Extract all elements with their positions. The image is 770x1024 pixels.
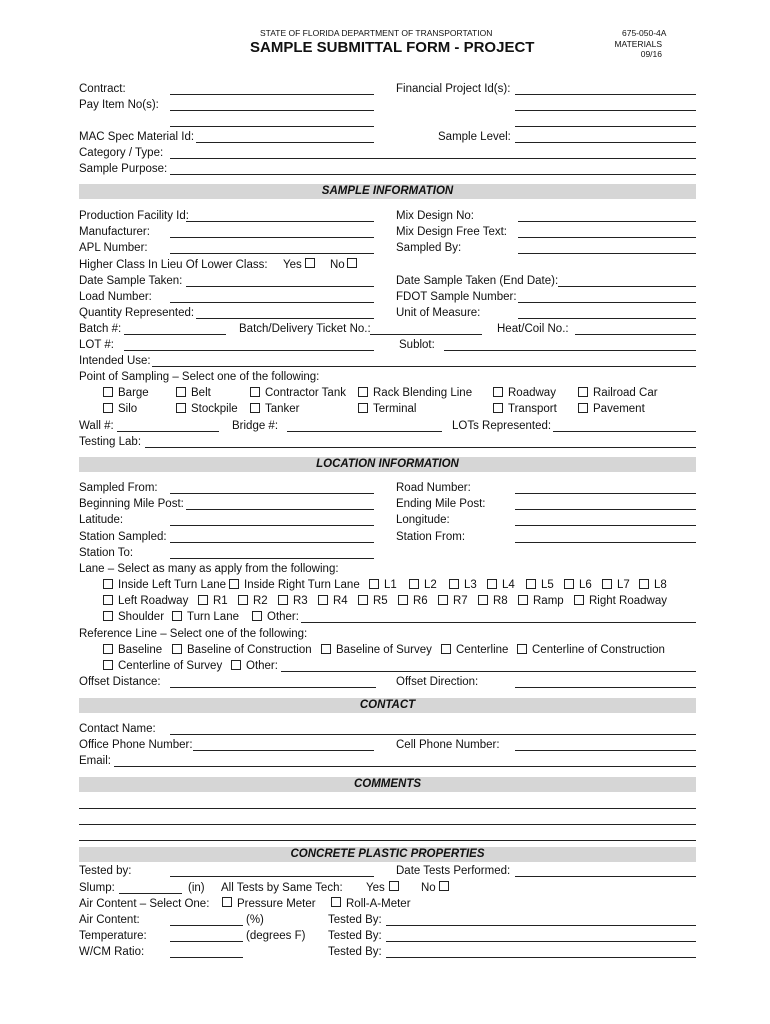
- lots-represented-label: LOTs Represented:: [452, 420, 552, 432]
- manufacturer-field[interactable]: [170, 225, 374, 238]
- mac-spec-field[interactable]: [196, 130, 374, 143]
- testing-lab-label: Testing Lab:: [79, 436, 142, 448]
- offset-distance-field[interactable]: [170, 675, 376, 688]
- wall-field[interactable]: [117, 419, 219, 432]
- location-information-header: LOCATION INFORMATION: [79, 457, 696, 472]
- form-date: 09/16: [640, 49, 662, 59]
- beginning-mile-field[interactable]: [186, 497, 374, 510]
- testing-lab-field[interactable]: [145, 435, 696, 448]
- r2-checkbox[interactable]: [238, 595, 248, 605]
- air-tested-by-label: Tested By:: [328, 914, 382, 926]
- higher-class-label: Higher Class In Lieu Of Lower Class:: [79, 259, 268, 271]
- station-sampled-field[interactable]: [170, 530, 374, 543]
- wcm-ratio-label: W/CM Ratio:: [79, 946, 145, 958]
- mix-design-free-field[interactable]: [518, 225, 696, 238]
- same-tech-no-label: No: [421, 882, 436, 894]
- sample-information-header: SAMPLE INFORMATION: [79, 184, 696, 199]
- date-tests-label: Date Tests Performed:: [396, 865, 511, 877]
- temperature-unit: (degrees F): [246, 930, 306, 942]
- comments-line-2[interactable]: [79, 812, 696, 825]
- transport-checkbox[interactable]: [493, 403, 503, 413]
- railroad-car-checkbox[interactable]: [578, 387, 588, 397]
- shoulder-checkbox[interactable]: [103, 611, 113, 621]
- l7-checkbox[interactable]: [602, 579, 612, 589]
- same-tech-label: All Tests by Same Tech:: [221, 882, 343, 894]
- l4-label: L4: [502, 579, 515, 591]
- temp-tested-by-label: Tested By:: [328, 930, 382, 942]
- category-label: Category / Type:: [79, 147, 164, 159]
- r1-checkbox[interactable]: [198, 595, 208, 605]
- contract-field[interactable]: [170, 82, 374, 95]
- temperature-field[interactable]: [170, 929, 243, 942]
- air-content-label: Air Content:: [79, 914, 140, 926]
- production-facility-field[interactable]: [186, 209, 374, 222]
- contact-name-label: Contact Name:: [79, 723, 156, 735]
- intended-use-field[interactable]: [152, 354, 696, 367]
- slump-unit: (in): [188, 882, 205, 894]
- purpose-label: Sample Purpose:: [79, 163, 168, 175]
- l8-label: L8: [654, 579, 667, 591]
- terminal-label: Terminal: [373, 403, 417, 415]
- form-title: SAMPLE SUBMITTAL FORM - PROJECT: [250, 39, 535, 56]
- latitude-label: Latitude:: [79, 514, 124, 526]
- apl-field[interactable]: [170, 241, 374, 254]
- offset-direction-field[interactable]: [515, 675, 696, 688]
- r1-label: R1: [213, 595, 228, 607]
- r5-label: R5: [373, 595, 388, 607]
- form-dept: MATERIALS: [614, 39, 662, 49]
- sample-level-label: Sample Level:: [438, 131, 511, 143]
- ending-mile-label: Ending Mile Post:: [396, 498, 486, 510]
- bridge-field[interactable]: [287, 419, 442, 432]
- r2-label: R2: [253, 595, 268, 607]
- rack-blending-checkbox[interactable]: [358, 387, 368, 397]
- station-from-field[interactable]: [515, 530, 696, 543]
- wcm-ratio-field[interactable]: [170, 945, 243, 958]
- silo-label: Silo: [118, 403, 138, 415]
- r8-checkbox[interactable]: [478, 595, 488, 605]
- financial-project-field-1[interactable]: [515, 82, 696, 95]
- turn-lane-label: Turn Lane: [187, 611, 239, 623]
- contractor-tank-label: Contractor Tank: [265, 387, 346, 399]
- longitude-label: Longitude:: [396, 514, 450, 526]
- lots-represented-field[interactable]: [553, 419, 696, 432]
- roadway-label: Roadway: [508, 387, 556, 399]
- pay-item-field-2[interactable]: [170, 114, 374, 127]
- baseline-checkbox[interactable]: [103, 644, 113, 654]
- centerline-survey-checkbox[interactable]: [103, 660, 113, 670]
- roll-a-meter-label: Roll-A-Meter: [346, 898, 411, 910]
- date-taken-field[interactable]: [186, 274, 374, 287]
- turn-lane-checkbox[interactable]: [172, 611, 182, 621]
- office-phone-field[interactable]: [193, 738, 374, 751]
- load-number-field[interactable]: [170, 290, 374, 303]
- sampled-from-label: Sampled From:: [79, 482, 158, 494]
- sublot-label: Sublot:: [399, 339, 435, 351]
- ref-other-label: Other:: [246, 660, 278, 672]
- load-number-label: Load Number:: [79, 291, 152, 303]
- date-tests-field[interactable]: [515, 864, 696, 877]
- shoulder-label: Shoulder: [118, 611, 165, 623]
- l5-checkbox[interactable]: [526, 579, 536, 589]
- l1-label: L1: [384, 579, 397, 591]
- ref-other-field[interactable]: [281, 659, 696, 672]
- form-number: 675-050-4A: [622, 28, 667, 38]
- r6-checkbox[interactable]: [398, 595, 408, 605]
- centerline-construction-checkbox[interactable]: [517, 644, 527, 654]
- baseline-survey-checkbox[interactable]: [321, 644, 331, 654]
- r5-checkbox[interactable]: [358, 595, 368, 605]
- right-roadway-checkbox[interactable]: [574, 595, 584, 605]
- air-content-unit: (%): [246, 914, 264, 926]
- contact-header: CONTACT: [79, 698, 696, 713]
- wcm-tested-by-field[interactable]: [386, 945, 696, 958]
- production-facility-label: Production Facility Id:: [79, 210, 189, 222]
- l1-checkbox[interactable]: [369, 579, 379, 589]
- ramp-label: Ramp: [533, 595, 564, 607]
- l6-label: L6: [579, 579, 592, 591]
- inside-left-turn-label: Inside Left Turn Lane: [118, 579, 227, 591]
- pay-item-field-1[interactable]: [170, 98, 374, 111]
- roadway-checkbox[interactable]: [493, 387, 503, 397]
- l8-checkbox[interactable]: [639, 579, 649, 589]
- l7-label: L7: [617, 579, 630, 591]
- slump-field[interactable]: [119, 881, 182, 894]
- sampled-from-field[interactable]: [170, 481, 374, 494]
- cell-phone-field[interactable]: [515, 738, 696, 751]
- ticket-field[interactable]: [370, 322, 482, 335]
- tanker-label: Tanker: [265, 403, 300, 415]
- mix-design-no-field[interactable]: [518, 209, 696, 222]
- unit-of-measure-field[interactable]: [518, 306, 696, 319]
- comments-line-3[interactable]: [79, 828, 696, 841]
- baseline-construction-label: Baseline of Construction: [187, 644, 312, 656]
- station-sampled-label: Station Sampled:: [79, 531, 167, 543]
- offset-distance-label: Offset Distance:: [79, 676, 161, 688]
- email-label: Email:: [79, 755, 111, 767]
- l3-label: L3: [464, 579, 477, 591]
- air-tested-by-field[interactable]: [386, 913, 696, 926]
- financial-project-label: Financial Project Id(s):: [396, 83, 511, 95]
- ending-mile-field[interactable]: [515, 497, 696, 510]
- left-roadway-label: Left Roadway: [118, 595, 189, 607]
- mix-design-no-label: Mix Design No:: [396, 210, 474, 222]
- r4-label: R4: [333, 595, 348, 607]
- r4-checkbox[interactable]: [318, 595, 328, 605]
- contact-name-field[interactable]: [170, 722, 696, 735]
- quantity-label: Quantity Represented:: [79, 307, 195, 319]
- sampled-by-label: Sampled By:: [396, 242, 462, 254]
- l2-checkbox[interactable]: [409, 579, 419, 589]
- belt-checkbox[interactable]: [176, 387, 186, 397]
- wcm-tested-by-label: Tested By:: [328, 946, 382, 958]
- inside-left-turn-checkbox[interactable]: [103, 579, 113, 589]
- batch-label: Batch #:: [79, 323, 122, 335]
- centerline-label: Centerline: [456, 644, 509, 656]
- category-field[interactable]: [170, 146, 696, 159]
- lot-field[interactable]: [124, 338, 374, 351]
- financial-project-field-3[interactable]: [515, 114, 696, 127]
- wall-label: Wall #:: [79, 420, 114, 432]
- bridge-label: Bridge #:: [232, 420, 279, 432]
- higher-class-yes-checkbox[interactable]: [305, 258, 315, 268]
- air-content-select-label: Air Content – Select One:: [79, 898, 210, 910]
- r3-label: R3: [293, 595, 308, 607]
- r7-checkbox[interactable]: [438, 595, 448, 605]
- pressure-meter-checkbox[interactable]: [222, 897, 232, 907]
- point-of-sampling-label: Point of Sampling – Select one of the following:: [79, 371, 320, 383]
- l4-checkbox[interactable]: [487, 579, 497, 589]
- tested-by-field[interactable]: [170, 864, 374, 877]
- roll-a-meter-checkbox[interactable]: [331, 897, 341, 907]
- stockpile-checkbox[interactable]: [176, 403, 186, 413]
- cell-phone-label: Cell Phone Number:: [396, 739, 500, 751]
- date-taken-label: Date Sample Taken:: [79, 275, 183, 287]
- r7-label: R7: [453, 595, 468, 607]
- batch-field[interactable]: [124, 322, 226, 335]
- right-roadway-label: Right Roadway: [589, 595, 667, 607]
- ramp-checkbox[interactable]: [518, 595, 528, 605]
- slump-label: Slump:: [79, 882, 115, 894]
- lane-label: Lane – Select as many as apply from the following:: [79, 563, 339, 575]
- date-taken-end-field[interactable]: [558, 274, 696, 287]
- air-content-field[interactable]: [170, 913, 243, 926]
- lane-other-checkbox[interactable]: [252, 611, 262, 621]
- higher-class-no-label: No: [330, 259, 345, 271]
- pavement-label: Pavement: [593, 403, 645, 415]
- left-roadway-checkbox[interactable]: [103, 595, 113, 605]
- same-tech-yes-checkbox[interactable]: [389, 881, 399, 891]
- ticket-label: Batch/Delivery Ticket No.:: [239, 323, 371, 335]
- inside-right-turn-label: Inside Right Turn Lane: [244, 579, 360, 591]
- heat-coil-field[interactable]: [575, 322, 696, 335]
- agency-name: STATE OF FLORIDA DEPARTMENT OF TRANSPORTATION: [260, 28, 493, 38]
- mix-design-free-label: Mix Design Free Text:: [396, 226, 507, 238]
- centerline-survey-label: Centerline of Survey: [118, 660, 223, 672]
- centerline-construction-label: Centerline of Construction: [532, 644, 665, 656]
- intended-use-label: Intended Use:: [79, 355, 151, 367]
- offset-direction-label: Offset Direction:: [396, 676, 479, 688]
- temperature-label: Temperature:: [79, 930, 147, 942]
- baseline-survey-label: Baseline of Survey: [336, 644, 432, 656]
- manufacturer-label: Manufacturer:: [79, 226, 150, 238]
- pavement-checkbox[interactable]: [578, 403, 588, 413]
- sample-level-field[interactable]: [515, 130, 696, 143]
- concrete-properties-header: CONCRETE PLASTIC PROPERTIES: [79, 847, 696, 862]
- baseline-construction-checkbox[interactable]: [172, 644, 182, 654]
- beginning-mile-label: Beginning Mile Post:: [79, 498, 184, 510]
- tested-by-label: Tested by:: [79, 865, 132, 877]
- road-number-label: Road Number:: [396, 482, 471, 494]
- quantity-field[interactable]: [196, 306, 374, 319]
- temp-tested-by-field[interactable]: [386, 929, 696, 942]
- sampled-by-field[interactable]: [518, 241, 696, 254]
- comments-line-1[interactable]: [79, 796, 696, 809]
- r6-label: R6: [413, 595, 428, 607]
- l6-checkbox[interactable]: [564, 579, 574, 589]
- barge-label: Barge: [118, 387, 149, 399]
- financial-project-field-2[interactable]: [515, 98, 696, 111]
- l3-checkbox[interactable]: [449, 579, 459, 589]
- contract-label: Contract:: [79, 83, 126, 95]
- higher-class-yes-label: Yes: [283, 259, 302, 271]
- comments-header: COMMENTS: [79, 777, 696, 792]
- pressure-meter-label: Pressure Meter: [237, 898, 316, 910]
- road-number-field[interactable]: [515, 481, 696, 494]
- rack-blending-label: Rack Blending Line: [373, 387, 473, 399]
- heat-coil-label: Heat/Coil No.:: [497, 323, 569, 335]
- l5-label: L5: [541, 579, 554, 591]
- belt-label: Belt: [191, 387, 211, 399]
- fdot-sample-label: FDOT Sample Number:: [396, 291, 517, 303]
- sublot-field[interactable]: [444, 338, 696, 351]
- unit-of-measure-label: Unit of Measure:: [396, 307, 481, 319]
- l2-label: L2: [424, 579, 437, 591]
- stockpile-label: Stockpile: [191, 403, 238, 415]
- r3-checkbox[interactable]: [278, 595, 288, 605]
- station-to-field[interactable]: [170, 546, 374, 559]
- purpose-field[interactable]: [170, 162, 696, 175]
- ref-other-checkbox[interactable]: [231, 660, 241, 670]
- railroad-car-label: Railroad Car: [593, 387, 658, 399]
- r8-label: R8: [493, 595, 508, 607]
- fdot-sample-field[interactable]: [518, 290, 696, 303]
- same-tech-yes-label: Yes: [366, 882, 385, 894]
- lane-other-field[interactable]: [301, 610, 696, 623]
- lane-other-label: Other:: [267, 611, 299, 623]
- mac-spec-label: MAC Spec Material Id:: [79, 131, 195, 143]
- terminal-checkbox[interactable]: [358, 403, 368, 413]
- email-field[interactable]: [114, 754, 696, 767]
- inside-right-turn-checkbox[interactable]: [229, 579, 239, 589]
- tanker-checkbox[interactable]: [250, 403, 260, 413]
- same-tech-no-checkbox[interactable]: [439, 881, 449, 891]
- lot-label: LOT #:: [79, 339, 114, 351]
- office-phone-label: Office Phone Number:: [79, 739, 193, 751]
- barge-checkbox[interactable]: [103, 387, 113, 397]
- silo-checkbox[interactable]: [103, 403, 113, 413]
- contractor-tank-checkbox[interactable]: [250, 387, 260, 397]
- latitude-field[interactable]: [170, 513, 374, 526]
- longitude-field[interactable]: [515, 513, 696, 526]
- baseline-label: Baseline: [118, 644, 163, 656]
- apl-label: APL Number:: [79, 242, 148, 254]
- date-taken-end-label: Date Sample Taken (End Date):: [396, 275, 559, 287]
- pay-item-label: Pay Item No(s):: [79, 99, 159, 111]
- reference-line-label: Reference Line – Select one of the following:: [79, 628, 308, 640]
- station-to-label: Station To:: [79, 547, 134, 559]
- higher-class-no-checkbox[interactable]: [347, 258, 357, 268]
- station-from-label: Station From:: [396, 531, 466, 543]
- centerline-checkbox[interactable]: [441, 644, 451, 654]
- transport-label: Transport: [508, 403, 557, 415]
